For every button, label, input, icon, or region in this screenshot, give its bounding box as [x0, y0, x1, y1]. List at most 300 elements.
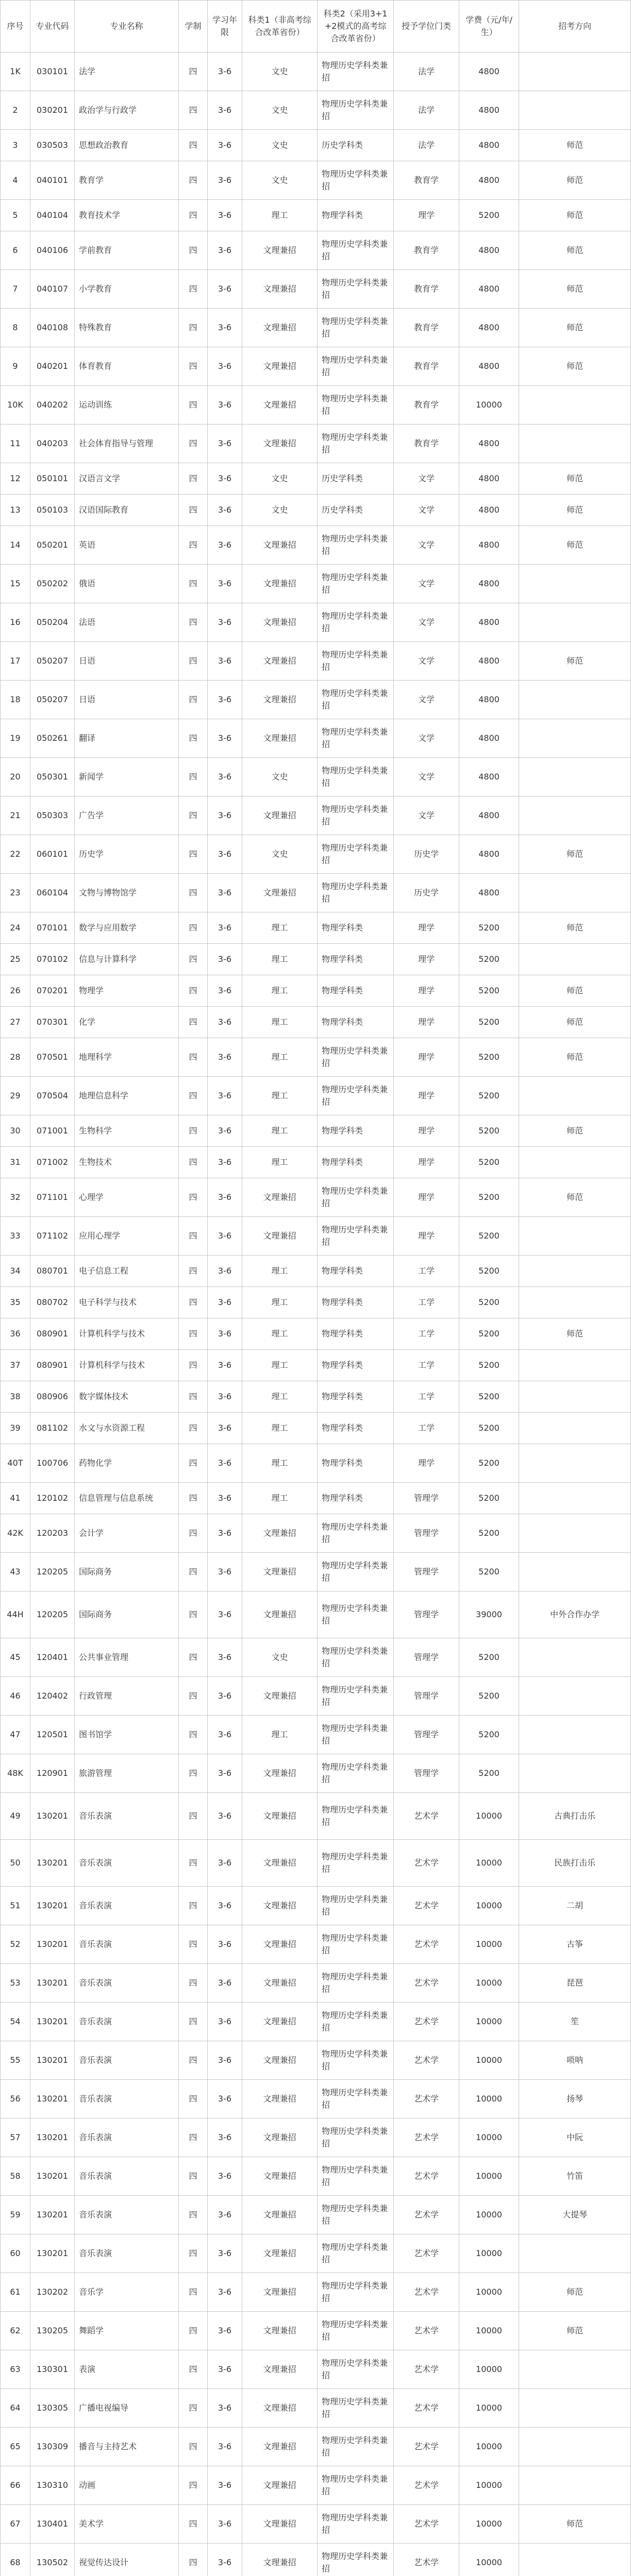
cell-category2: 物理历史学科类兼招 [318, 1038, 394, 1077]
cell-study-system: 四 [179, 1591, 208, 1638]
cell-degree: 历史学 [394, 874, 459, 912]
cell-note: 师范 [519, 1115, 631, 1147]
cell-degree: 理学 [394, 1115, 459, 1147]
cell-name: 音乐表演 [75, 2157, 179, 2196]
cell-degree: 教育学 [394, 309, 459, 347]
cell-category2: 物理历史学科类兼招 [318, 2003, 394, 2041]
cell-name: 生物技术 [75, 1147, 179, 1178]
cell-category2: 物理历史学科类兼招 [318, 719, 394, 758]
cell-code: 050103 [30, 495, 75, 526]
cell-tuition: 10000 [459, 2312, 519, 2350]
cell-tuition: 4800 [459, 463, 519, 495]
cell-note: 大提琴 [519, 2196, 631, 2234]
cell-name: 教育技术学 [75, 200, 179, 231]
table-row [1, 200, 631, 231]
cell-category1: 文理兼招 [242, 347, 318, 386]
cell-seq: 45 [1, 1638, 30, 1677]
cell-degree: 艺术学 [394, 2196, 459, 2234]
table-row [1, 758, 631, 796]
cell-years: 3-6 [208, 719, 242, 758]
table-row [1, 1077, 631, 1115]
cell-degree: 艺术学 [394, 1840, 459, 1887]
cell-tuition: 10000 [459, 386, 519, 425]
cell-years: 3-6 [208, 565, 242, 603]
cell-study-system: 四 [179, 2041, 208, 2080]
cell-name: 广告学 [75, 796, 179, 835]
cell-years: 3-6 [208, 2119, 242, 2157]
cell-degree: 教育学 [394, 161, 459, 200]
cell-study-system: 四 [179, 719, 208, 758]
header-study-system: 学制 [179, 1, 208, 53]
cell-study-system: 四 [179, 2080, 208, 2119]
cell-code: 050204 [30, 603, 75, 642]
cell-study-system: 四 [179, 2234, 208, 2273]
cell-years: 3-6 [208, 758, 242, 796]
table-row [1, 2119, 631, 2157]
cell-category2: 物理历史学科类兼招 [318, 603, 394, 642]
cell-study-system: 四 [179, 91, 208, 130]
cell-tuition: 4800 [459, 347, 519, 386]
cell-note: 中阮 [519, 2119, 631, 2157]
cell-study-system: 四 [179, 425, 208, 463]
cell-years: 3-6 [208, 2466, 242, 2505]
cell-note: 师范 [519, 975, 631, 1007]
cell-category1: 文理兼招 [242, 386, 318, 425]
cell-category2: 物理学科类 [318, 1413, 394, 1444]
cell-category1: 理工 [242, 1350, 318, 1381]
cell-note [519, 386, 631, 425]
table-row [1, 1007, 631, 1038]
cell-seq: 11 [1, 425, 30, 463]
cell-years: 3-6 [208, 796, 242, 835]
cell-name: 政治学与行政学 [75, 91, 179, 130]
cell-code: 070102 [30, 944, 75, 975]
cell-category1: 理工 [242, 1483, 318, 1514]
cell-study-system: 四 [179, 2003, 208, 2041]
cell-note: 师范 [519, 495, 631, 526]
cell-degree: 工学 [394, 1287, 459, 1318]
cell-tuition: 4800 [459, 758, 519, 796]
cell-study-system: 四 [179, 681, 208, 719]
cell-tuition: 10000 [459, 2234, 519, 2273]
cell-seq: 63 [1, 2350, 30, 2389]
cell-category2: 物理历史学科类兼招 [318, 1077, 394, 1115]
cell-tuition: 10000 [459, 2041, 519, 2080]
cell-years: 3-6 [208, 1350, 242, 1381]
cell-code: 040202 [30, 386, 75, 425]
cell-note: 琵琶 [519, 1964, 631, 2003]
cell-name: 舞蹈学 [75, 2312, 179, 2350]
cell-seq: 43 [1, 1553, 30, 1591]
cell-years: 3-6 [208, 463, 242, 495]
table-row [1, 1840, 631, 1887]
cell-degree: 管理学 [394, 1716, 459, 1754]
cell-note: 民族打击乐 [519, 1840, 631, 1887]
table-row [1, 1964, 631, 2003]
cell-category1: 理工 [242, 1381, 318, 1413]
cell-tuition: 4800 [459, 161, 519, 200]
cell-study-system: 四 [179, 912, 208, 944]
cell-note: 中外合作办学 [519, 1591, 631, 1638]
cell-code: 130201 [30, 2234, 75, 2273]
cell-years: 3-6 [208, 1217, 242, 1256]
cell-tuition: 39000 [459, 1591, 519, 1638]
cell-years: 3-6 [208, 2312, 242, 2350]
cell-seq: 29 [1, 1077, 30, 1115]
cell-seq: 65 [1, 2428, 30, 2466]
table-row [1, 1413, 631, 1444]
cell-note: 师范 [519, 161, 631, 200]
cell-name: 音乐表演 [75, 1840, 179, 1887]
cell-category2: 物理历史学科类兼招 [318, 565, 394, 603]
cell-note: 师范 [519, 200, 631, 231]
cell-note [519, 1381, 631, 1413]
table-row [1, 1256, 631, 1287]
cell-category1: 理工 [242, 975, 318, 1007]
cell-degree: 文学 [394, 495, 459, 526]
table-row [1, 91, 631, 130]
cell-code: 120203 [30, 1514, 75, 1553]
cell-tuition: 4800 [459, 796, 519, 835]
table-row [1, 1038, 631, 1077]
cell-code: 070504 [30, 1077, 75, 1115]
cell-years: 3-6 [208, 1444, 242, 1483]
cell-tuition: 10000 [459, 2119, 519, 2157]
cell-name: 数学与应用数学 [75, 912, 179, 944]
cell-note: 扬琴 [519, 2080, 631, 2119]
cell-study-system: 四 [179, 1444, 208, 1483]
cell-seq: 60 [1, 2234, 30, 2273]
table-row [1, 603, 631, 642]
table-row [1, 719, 631, 758]
cell-degree: 理学 [394, 1147, 459, 1178]
cell-note [519, 1553, 631, 1591]
cell-tuition: 5200 [459, 1287, 519, 1318]
header-category1: 科类1（非高考综合改革省份） [242, 1, 318, 53]
cell-seq: 51 [1, 1887, 30, 1925]
cell-seq: 1K [1, 53, 30, 91]
table-row [1, 1677, 631, 1716]
cell-years: 3-6 [208, 161, 242, 200]
cell-seq: 10K [1, 386, 30, 425]
cell-seq: 26 [1, 975, 30, 1007]
cell-name: 法学 [75, 53, 179, 91]
cell-seq: 59 [1, 2196, 30, 2234]
table-row [1, 874, 631, 912]
table-row [1, 2273, 631, 2312]
cell-tuition: 5200 [459, 1553, 519, 1591]
cell-category2: 历史学科类 [318, 495, 394, 526]
cell-seq: 16 [1, 603, 30, 642]
cell-category1: 文理兼招 [242, 1514, 318, 1553]
cell-tuition: 4800 [459, 309, 519, 347]
cell-degree: 法学 [394, 53, 459, 91]
cell-name: 药物化学 [75, 1444, 179, 1483]
cell-note [519, 758, 631, 796]
cell-note: 古典打击乐 [519, 1793, 631, 1840]
cell-note [519, 1217, 631, 1256]
cell-seq: 53 [1, 1964, 30, 2003]
cell-seq: 58 [1, 2157, 30, 2196]
cell-tuition: 4800 [459, 425, 519, 463]
cell-name: 学前教育 [75, 231, 179, 270]
table-row [1, 1115, 631, 1147]
cell-category2: 物理历史学科类兼招 [318, 2196, 394, 2234]
cell-category2: 物理历史学科类兼招 [318, 1178, 394, 1217]
cell-tuition: 5200 [459, 1413, 519, 1444]
cell-category2: 物理学科类 [318, 200, 394, 231]
cell-seq: 15 [1, 565, 30, 603]
cell-years: 3-6 [208, 2003, 242, 2041]
cell-category2: 物理历史学科类兼招 [318, 758, 394, 796]
cell-study-system: 四 [179, 944, 208, 975]
cell-note [519, 944, 631, 975]
cell-category1: 文理兼招 [242, 2389, 318, 2428]
cell-years: 3-6 [208, 2157, 242, 2196]
cell-years: 3-6 [208, 53, 242, 91]
cell-study-system: 四 [179, 2119, 208, 2157]
cell-code: 120402 [30, 1677, 75, 1716]
cell-category2: 物理历史学科类兼招 [318, 309, 394, 347]
cell-note: 师范 [519, 231, 631, 270]
cell-years: 3-6 [208, 1115, 242, 1147]
cell-category2: 物理历史学科类兼招 [318, 53, 394, 91]
cell-years: 3-6 [208, 2080, 242, 2119]
cell-years: 3-6 [208, 1147, 242, 1178]
cell-code: 040106 [30, 231, 75, 270]
cell-name: 音乐学 [75, 2273, 179, 2312]
cell-seq: 17 [1, 642, 30, 681]
cell-name: 物理学 [75, 975, 179, 1007]
cell-category1: 理工 [242, 1038, 318, 1077]
cell-seq: 55 [1, 2041, 30, 2080]
cell-note [519, 425, 631, 463]
table-row [1, 1318, 631, 1350]
table-row [1, 1638, 631, 1677]
cell-note: 师范 [519, 1318, 631, 1350]
cell-seq: 8 [1, 309, 30, 347]
cell-seq: 52 [1, 1925, 30, 1964]
table-row [1, 2157, 631, 2196]
cell-category2: 物理历史学科类兼招 [318, 1591, 394, 1638]
cell-code: 130201 [30, 1925, 75, 1964]
cell-note [519, 2350, 631, 2389]
cell-note [519, 2544, 631, 2576]
cell-code: 080701 [30, 1256, 75, 1287]
cell-study-system: 四 [179, 1038, 208, 1077]
cell-seq: 28 [1, 1038, 30, 1077]
cell-category1: 文理兼招 [242, 2350, 318, 2389]
cell-study-system: 四 [179, 1147, 208, 1178]
table-row [1, 835, 631, 874]
cell-tuition: 5200 [459, 1754, 519, 1793]
cell-study-system: 四 [179, 2157, 208, 2196]
cell-category1: 理工 [242, 1318, 318, 1350]
cell-years: 3-6 [208, 2505, 242, 2544]
cell-name: 英语 [75, 526, 179, 565]
cell-degree: 文学 [394, 526, 459, 565]
cell-category1: 理工 [242, 1413, 318, 1444]
cell-tuition: 5200 [459, 944, 519, 975]
cell-tuition: 4800 [459, 565, 519, 603]
cell-seq: 13 [1, 495, 30, 526]
cell-degree: 艺术学 [394, 2003, 459, 2041]
cell-years: 3-6 [208, 874, 242, 912]
cell-years: 3-6 [208, 2389, 242, 2428]
cell-code: 130201 [30, 2119, 75, 2157]
table-row [1, 1793, 631, 1840]
cell-study-system: 四 [179, 309, 208, 347]
table-row [1, 386, 631, 425]
cell-name: 新闻学 [75, 758, 179, 796]
cell-category2: 物理学科类 [318, 1287, 394, 1318]
cell-study-system: 四 [179, 1381, 208, 1413]
cell-years: 3-6 [208, 309, 242, 347]
table-row [1, 1350, 631, 1381]
cell-category2: 物理学科类 [318, 1318, 394, 1350]
table-row [1, 2041, 631, 2080]
cell-years: 3-6 [208, 1887, 242, 1925]
cell-seq: 9 [1, 347, 30, 386]
cell-code: 130201 [30, 1840, 75, 1887]
table-row [1, 975, 631, 1007]
cell-category1: 理工 [242, 1716, 318, 1754]
cell-seq: 46 [1, 1677, 30, 1716]
cell-tuition: 5200 [459, 1077, 519, 1115]
cell-degree: 理学 [394, 1178, 459, 1217]
cell-tuition: 10000 [459, 2196, 519, 2234]
cell-name: 小学教育 [75, 270, 179, 309]
cell-category1: 文理兼招 [242, 1217, 318, 1256]
cell-note: 师范 [519, 130, 631, 161]
cell-years: 3-6 [208, 495, 242, 526]
cell-study-system: 四 [179, 1115, 208, 1147]
cell-name: 计算机科学与技术 [75, 1318, 179, 1350]
cell-note: 师范 [519, 2505, 631, 2544]
table-row [1, 2350, 631, 2389]
cell-name: 思想政治教育 [75, 130, 179, 161]
cell-study-system: 四 [179, 130, 208, 161]
cell-code: 071101 [30, 1178, 75, 1217]
cell-note [519, 1483, 631, 1514]
cell-category1: 文理兼招 [242, 642, 318, 681]
cell-seq: 54 [1, 2003, 30, 2041]
table-row [1, 1483, 631, 1514]
cell-name: 应用心理学 [75, 1217, 179, 1256]
cell-study-system: 四 [179, 1553, 208, 1591]
cell-seq: 57 [1, 2119, 30, 2157]
cell-tuition: 5200 [459, 1514, 519, 1553]
cell-degree: 艺术学 [394, 1925, 459, 1964]
table-row [1, 944, 631, 975]
cell-code: 080906 [30, 1381, 75, 1413]
cell-years: 3-6 [208, 1793, 242, 1840]
cell-code: 071102 [30, 1217, 75, 1256]
cell-seq: 19 [1, 719, 30, 758]
cell-name: 音乐表演 [75, 2080, 179, 2119]
cell-seq: 68 [1, 2544, 30, 2576]
cell-study-system: 四 [179, 1318, 208, 1350]
table-row [1, 1925, 631, 1964]
cell-degree: 文学 [394, 719, 459, 758]
cell-name: 音乐表演 [75, 2196, 179, 2234]
cell-category2: 物理历史学科类兼招 [318, 2119, 394, 2157]
cell-years: 3-6 [208, 2041, 242, 2080]
cell-degree: 艺术学 [394, 1793, 459, 1840]
cell-tuition: 5200 [459, 1007, 519, 1038]
cell-seq: 41 [1, 1483, 30, 1514]
cell-seq: 31 [1, 1147, 30, 1178]
cell-tuition: 5200 [459, 1318, 519, 1350]
cell-degree: 艺术学 [394, 2428, 459, 2466]
cell-code: 120401 [30, 1638, 75, 1677]
cell-category1: 文理兼招 [242, 1553, 318, 1591]
cell-note [519, 1716, 631, 1754]
cell-code: 060101 [30, 835, 75, 874]
cell-name: 水文与水资源工程 [75, 1413, 179, 1444]
cell-name: 数字媒体技术 [75, 1381, 179, 1413]
cell-years: 3-6 [208, 1716, 242, 1754]
table-row [1, 1178, 631, 1217]
cell-seq: 66 [1, 2466, 30, 2505]
cell-years: 3-6 [208, 2544, 242, 2576]
cell-note: 二胡 [519, 1887, 631, 1925]
cell-category2: 物理历史学科类兼招 [318, 2466, 394, 2505]
cell-note [519, 91, 631, 130]
cell-code: 070201 [30, 975, 75, 1007]
cell-category1: 文理兼招 [242, 2196, 318, 2234]
cell-years: 3-6 [208, 1483, 242, 1514]
table-row [1, 2505, 631, 2544]
cell-years: 3-6 [208, 642, 242, 681]
cell-note [519, 681, 631, 719]
table-row [1, 270, 631, 309]
cell-study-system: 四 [179, 2312, 208, 2350]
table-row [1, 2234, 631, 2273]
cell-study-system: 四 [179, 1840, 208, 1887]
cell-category1: 文理兼招 [242, 309, 318, 347]
cell-note [519, 1077, 631, 1115]
cell-category2: 物理学科类 [318, 1483, 394, 1514]
table-row [1, 1381, 631, 1413]
cell-degree: 教育学 [394, 386, 459, 425]
cell-code: 080901 [30, 1350, 75, 1381]
cell-name: 表演 [75, 2350, 179, 2389]
cell-category2: 物理历史学科类兼招 [318, 2157, 394, 2196]
cell-tuition: 10000 [459, 2466, 519, 2505]
cell-category1: 文理兼招 [242, 1754, 318, 1793]
table-row [1, 1591, 631, 1638]
cell-tuition: 5200 [459, 1217, 519, 1256]
cell-degree: 艺术学 [394, 2544, 459, 2576]
cell-tuition: 10000 [459, 1840, 519, 1887]
cell-category2: 物理历史学科类兼招 [318, 1514, 394, 1553]
cell-study-system: 四 [179, 200, 208, 231]
cell-tuition: 10000 [459, 2350, 519, 2389]
cell-category2: 物理学科类 [318, 1444, 394, 1483]
cell-tuition: 5200 [459, 1716, 519, 1754]
cell-seq: 25 [1, 944, 30, 975]
cell-code: 060104 [30, 874, 75, 912]
cell-category1: 文理兼招 [242, 1887, 318, 1925]
cell-category1: 文理兼招 [242, 1840, 318, 1887]
table-row [1, 2389, 631, 2428]
cell-category1: 文史 [242, 1638, 318, 1677]
cell-code: 040108 [30, 309, 75, 347]
table-row [1, 681, 631, 719]
cell-name: 电子科学与技术 [75, 1287, 179, 1318]
cell-degree: 管理学 [394, 1754, 459, 1793]
